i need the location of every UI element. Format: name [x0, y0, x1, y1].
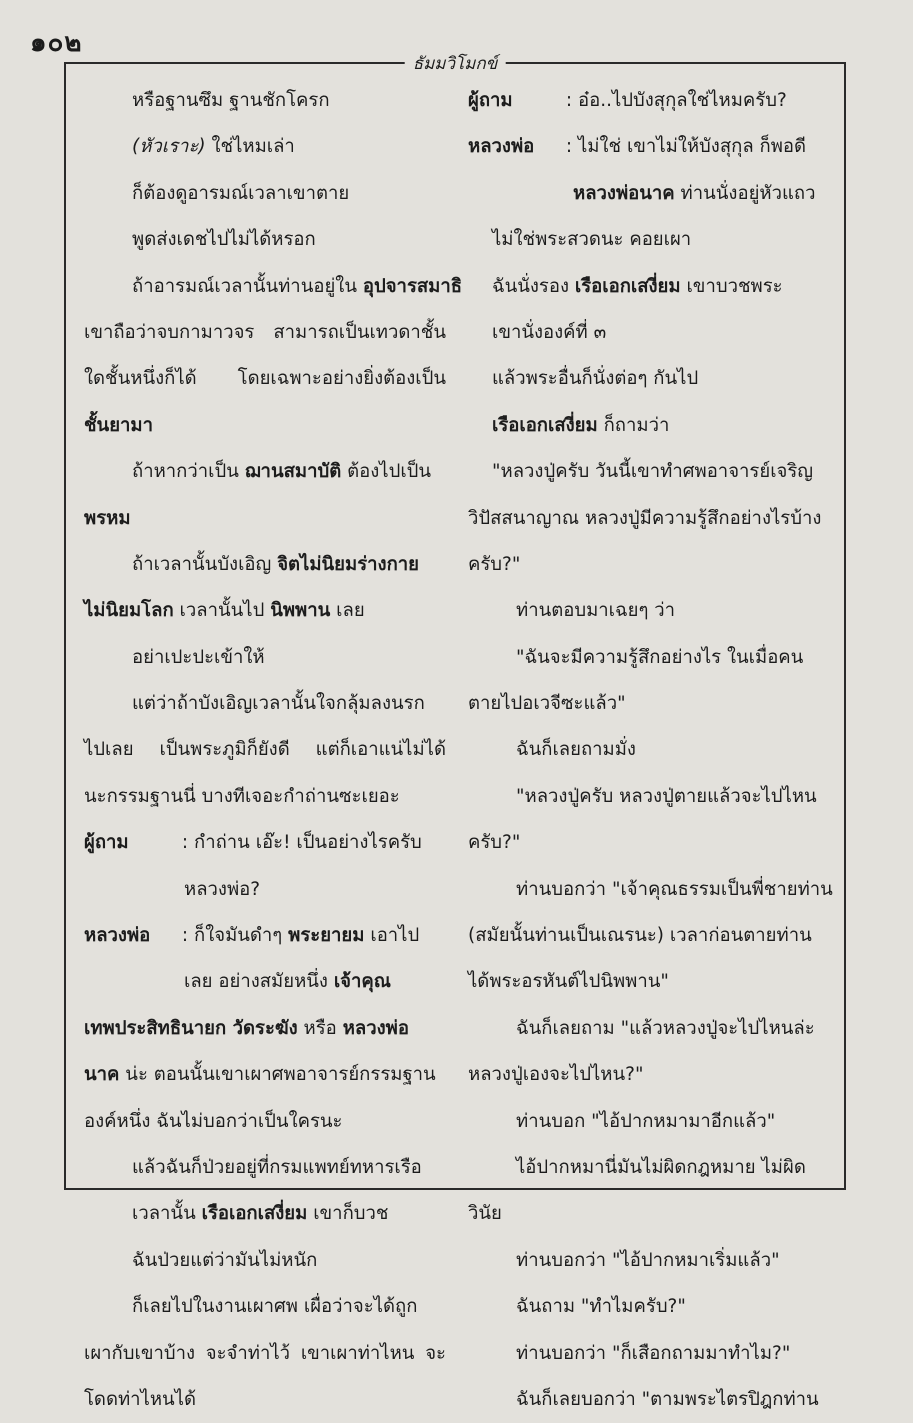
- text-run: อย่าเปะปะเข้าให้: [132, 646, 265, 668]
- text-run: ใช่ไหมเล่า: [205, 136, 295, 158]
- text-line: [468, 913, 830, 959]
- text-line: [84, 356, 446, 402]
- text-line: [84, 588, 446, 634]
- bold-term: เรือเอกเสงี่ยม: [201, 1203, 308, 1225]
- text-line: [468, 356, 830, 402]
- text-run: แล้วฉันก็ป่วยอยู่ที่กรมแพทย์ทหารเรือ: [132, 1156, 422, 1178]
- text-frame: [64, 54, 846, 1410]
- text-line: [84, 820, 446, 866]
- text-line: [84, 310, 446, 356]
- text-line: [468, 959, 830, 1005]
- text-run: ถ้าอารมณ์เวลานั้นท่านอยู่ใน: [132, 275, 363, 297]
- text-run: วินัย: [468, 1203, 502, 1225]
- text-run: ฉันก็เลยถามมั่ง: [516, 739, 636, 761]
- text-line: [468, 449, 830, 495]
- text-run: ได้พระอรหันต์ไปนิพพาน": [468, 971, 669, 993]
- text-run: "หลวงปู่ครับ วันนี้เขาทำศพอาจารย์เจริญ: [492, 461, 814, 483]
- text-run: ก็ถามว่า: [597, 414, 670, 436]
- text-line: [468, 78, 830, 124]
- bold-term: พระยายม: [288, 925, 365, 947]
- text-run: เขาบวชพระ: [680, 275, 783, 297]
- text-line: [84, 635, 446, 681]
- text-run: ฉันนั่งรอง: [492, 275, 575, 297]
- text-run: : ไม่ใช่ เขาไม่ให้บังสุกุล ก็พอดี: [560, 136, 807, 158]
- text-line: [468, 496, 830, 542]
- text-run: ฉันก็เลยถาม "แล้วหลวงปู่จะไปไหนล่ะ: [516, 1017, 815, 1039]
- text-run: เขาก็บวช: [307, 1203, 389, 1225]
- speaker-label: ผู้ถาม: [468, 90, 513, 111]
- text-line: [468, 217, 830, 263]
- text-run: พูดส่งเดชไปไม่ได้หรอก: [132, 229, 316, 251]
- bold-term: นาค: [84, 1064, 120, 1086]
- page-number: ๑๐๒: [30, 28, 83, 58]
- text-run: หรือ: [297, 1017, 343, 1039]
- text-run: : อ๋อ..ไปบังสุกุลใช่ไหมครับ?: [560, 90, 787, 111]
- text-run: ก็ต้องดูอารมณ์เวลาเขาตาย: [132, 182, 350, 204]
- text-run: ถ้าเวลานั้นบังเอิญ: [132, 553, 278, 575]
- text-line: [468, 774, 830, 820]
- text-line: [468, 588, 830, 634]
- text-line: [468, 310, 830, 356]
- bold-term: จิตไม่นิยมร่างกาย: [277, 553, 420, 575]
- text-run: ครับ?": [468, 832, 521, 854]
- text-run: ท่านบอกว่า "ไอ้ปากหมาเริ่มแล้ว": [516, 1249, 780, 1271]
- text-run: แต่ว่าถ้าบังเอิญเวลานั้นใจกลุ้มลงนรก: [132, 693, 425, 715]
- text-run: "หลวงปู่ครับ หลวงปู่ตายแล้วจะไปไหน: [516, 785, 817, 807]
- text-run: ท่านตอบมาเฉยๆ ว่า: [516, 600, 676, 622]
- bold-term: นิพพาน: [270, 600, 331, 622]
- text-line: [84, 403, 446, 449]
- text-line: [468, 1284, 830, 1330]
- text-line: [84, 496, 446, 542]
- text-line: [84, 774, 446, 820]
- left-column: [84, 78, 463, 1423]
- text-line: [84, 124, 446, 170]
- text-run: ฉันป่วยแต่ว่ามันไม่หนัก: [132, 1249, 318, 1271]
- text-run: หลวงพ่อ?: [184, 878, 261, 900]
- text-run: ไม่ใช่พระสวดนะ คอยเผา: [492, 229, 692, 251]
- text-run: ต้องไปเป็น: [341, 461, 432, 483]
- running-head: ธัมมวิโมกข์: [405, 50, 506, 77]
- bold-term: ชั้นยามา: [84, 414, 154, 436]
- text-line: [468, 1238, 830, 1284]
- text-run: ตายไปอเวจีซะแล้ว": [468, 693, 626, 715]
- text-run: ท่านบอก "ไอ้ปากหมามาอีกแล้ว": [516, 1110, 776, 1132]
- text-line: [84, 1145, 446, 1191]
- bold-term: หลวงพ่อ: [342, 1017, 409, 1039]
- text-run: ก็เลยไปในงานเผาศพ เผื่อว่าจะได้ถูก: [132, 1296, 418, 1318]
- text-run: เลย: [330, 600, 365, 622]
- text-line: [84, 727, 446, 773]
- text-run: เขาถือว่าจบกามาวจร สามารถเป็นเทวดาชั้น: [84, 321, 446, 343]
- text-run: ไปเลย เป็นพระภูมิก็ยังดี แต่ก็เอาแน่ไม่ได้: [84, 739, 446, 761]
- text-line: [468, 1006, 830, 1052]
- text-line: [468, 1191, 830, 1237]
- bold-term: อุปจารสมาธิ: [362, 275, 463, 297]
- bold-term: เรือเอกเสงี่ยม: [574, 275, 681, 297]
- text-line: [84, 1331, 446, 1377]
- text-line: [468, 867, 833, 913]
- text-line: [84, 1006, 446, 1052]
- text-run: ฉันก็เลยบอกว่า "ตามพระไตรปิฎกท่าน: [516, 1388, 819, 1410]
- text-line: [468, 727, 830, 773]
- text-line: [84, 1377, 446, 1423]
- text-line: [84, 542, 446, 588]
- italic-note: (หัวเราะ): [132, 136, 206, 158]
- text-line: [84, 681, 446, 727]
- bold-term: เจ้าคุณ: [333, 971, 391, 993]
- bold-term: เรือเอกเสงี่ยม: [492, 414, 598, 436]
- text-line: [468, 542, 830, 588]
- text-run: ครับ?": [468, 553, 521, 575]
- text-run: เผากับเขาบ้าง จะจำท่าไว้ เขาเผาท่าไหน จะ: [84, 1342, 446, 1364]
- text-run: ใดชั้นหนึ่งก็ได้ โดยเฉพาะอย่างยิ่งต้องเป็น: [84, 368, 446, 390]
- bold-term: หลวงพ่อนาค: [573, 182, 675, 204]
- text-run: ไอ้ปากหมานี่มันไม่ผิดกฎหมาย ไม่ผิด: [516, 1156, 806, 1178]
- text-run: : ก็ใจมันดำๆ: [176, 925, 289, 947]
- bold-term: ไม่นิยมโลก: [84, 600, 174, 622]
- text-run: หลวงปู่เองจะไปไหน?": [468, 1064, 644, 1086]
- bold-term: พรหม: [84, 507, 131, 529]
- text-line: [468, 124, 830, 170]
- text-run: เขานั่งองค์ที่ ๓: [492, 321, 607, 343]
- text-run: (สมัยนั้นท่านเป็นเณรนะ) เวลาก่อนตายท่าน: [468, 925, 812, 947]
- text-line: [84, 217, 446, 263]
- text-line: [84, 449, 446, 495]
- text-line: [468, 1377, 830, 1423]
- text-run: องค์หนึ่ง ฉันไม่บอกว่าเป็นใครนะ: [84, 1110, 343, 1132]
- text-line: [84, 78, 446, 124]
- text-line: [84, 1191, 446, 1237]
- text-line: [468, 264, 830, 310]
- speaker-label: หลวงพ่อ: [468, 136, 535, 158]
- speaker-label: หลวงพ่อ: [84, 925, 151, 947]
- text-line: [468, 1052, 830, 1098]
- text-line: [468, 403, 830, 449]
- text-line: [84, 959, 446, 1005]
- text-run: เลย อย่างสมัยหนึ่ง: [184, 971, 334, 993]
- text-line: [468, 1099, 830, 1145]
- text-run: แล้วพระอื่นก็นั่งต่อๆ กันไป: [492, 368, 699, 390]
- text-line: [84, 1099, 446, 1145]
- text-line: [84, 867, 446, 913]
- text-run: ท่านบอกว่า "เจ้าคุณธรรมเป็นพี่ชายท่าน: [516, 878, 833, 900]
- speaker-label: ผู้ถาม: [84, 832, 129, 854]
- bold-term: ฌานสมาบัติ: [244, 461, 342, 483]
- bold-term: เทพประสิทธินายก วัดระฆัง: [84, 1017, 298, 1039]
- text-line: [84, 913, 446, 959]
- text-line: [468, 1145, 830, 1191]
- text-run: น่ะ ตอนนั้นเขาเผาศพอาจารย์กรรมฐาน: [119, 1064, 436, 1086]
- text-run: เวลานั้นไป: [173, 600, 271, 622]
- text-run: ถ้าหากว่าเป็น: [132, 461, 245, 483]
- text-run: โดดท่าไหนได้: [84, 1388, 197, 1410]
- text-line: [84, 1052, 446, 1098]
- text-run: ฉันถาม "ทำไมครับ?": [516, 1296, 686, 1318]
- text-line: [468, 820, 830, 866]
- text-line: [84, 1284, 446, 1330]
- text-line: [468, 171, 830, 217]
- text-line: [468, 635, 830, 681]
- text-line: [84, 171, 446, 217]
- text-line: [84, 264, 463, 310]
- text-run: : กำถ่าน เอ๊ะ! เป็นอย่างไรครับ: [176, 832, 422, 854]
- text-run: เอาไป: [364, 925, 420, 947]
- text-run: วิปัสสนาญาณ หลวงปู่มีความรู้สึกอย่างไรบ้าง: [468, 507, 822, 529]
- text-line: [468, 681, 830, 727]
- right-column: [468, 78, 833, 1423]
- text-run: นะกรรมฐานนี่ บางทีเจอะกำถ่านซะเยอะ: [84, 785, 400, 807]
- text-run: ท่านนั่งอยู่หัวแถว: [674, 182, 816, 204]
- text-line: [84, 1238, 446, 1284]
- text-run: เวลานั้น: [132, 1203, 202, 1225]
- text-run: หรือฐานซึม ฐานชักโครก: [132, 90, 330, 111]
- text-run: "ฉันจะมีความรู้สึกอย่างไร ในเมื่อคน: [516, 646, 804, 668]
- text-run: ท่านบอกว่า "ก็เสือกถามมาทำไม?": [516, 1342, 791, 1364]
- text-line: [468, 1331, 830, 1377]
